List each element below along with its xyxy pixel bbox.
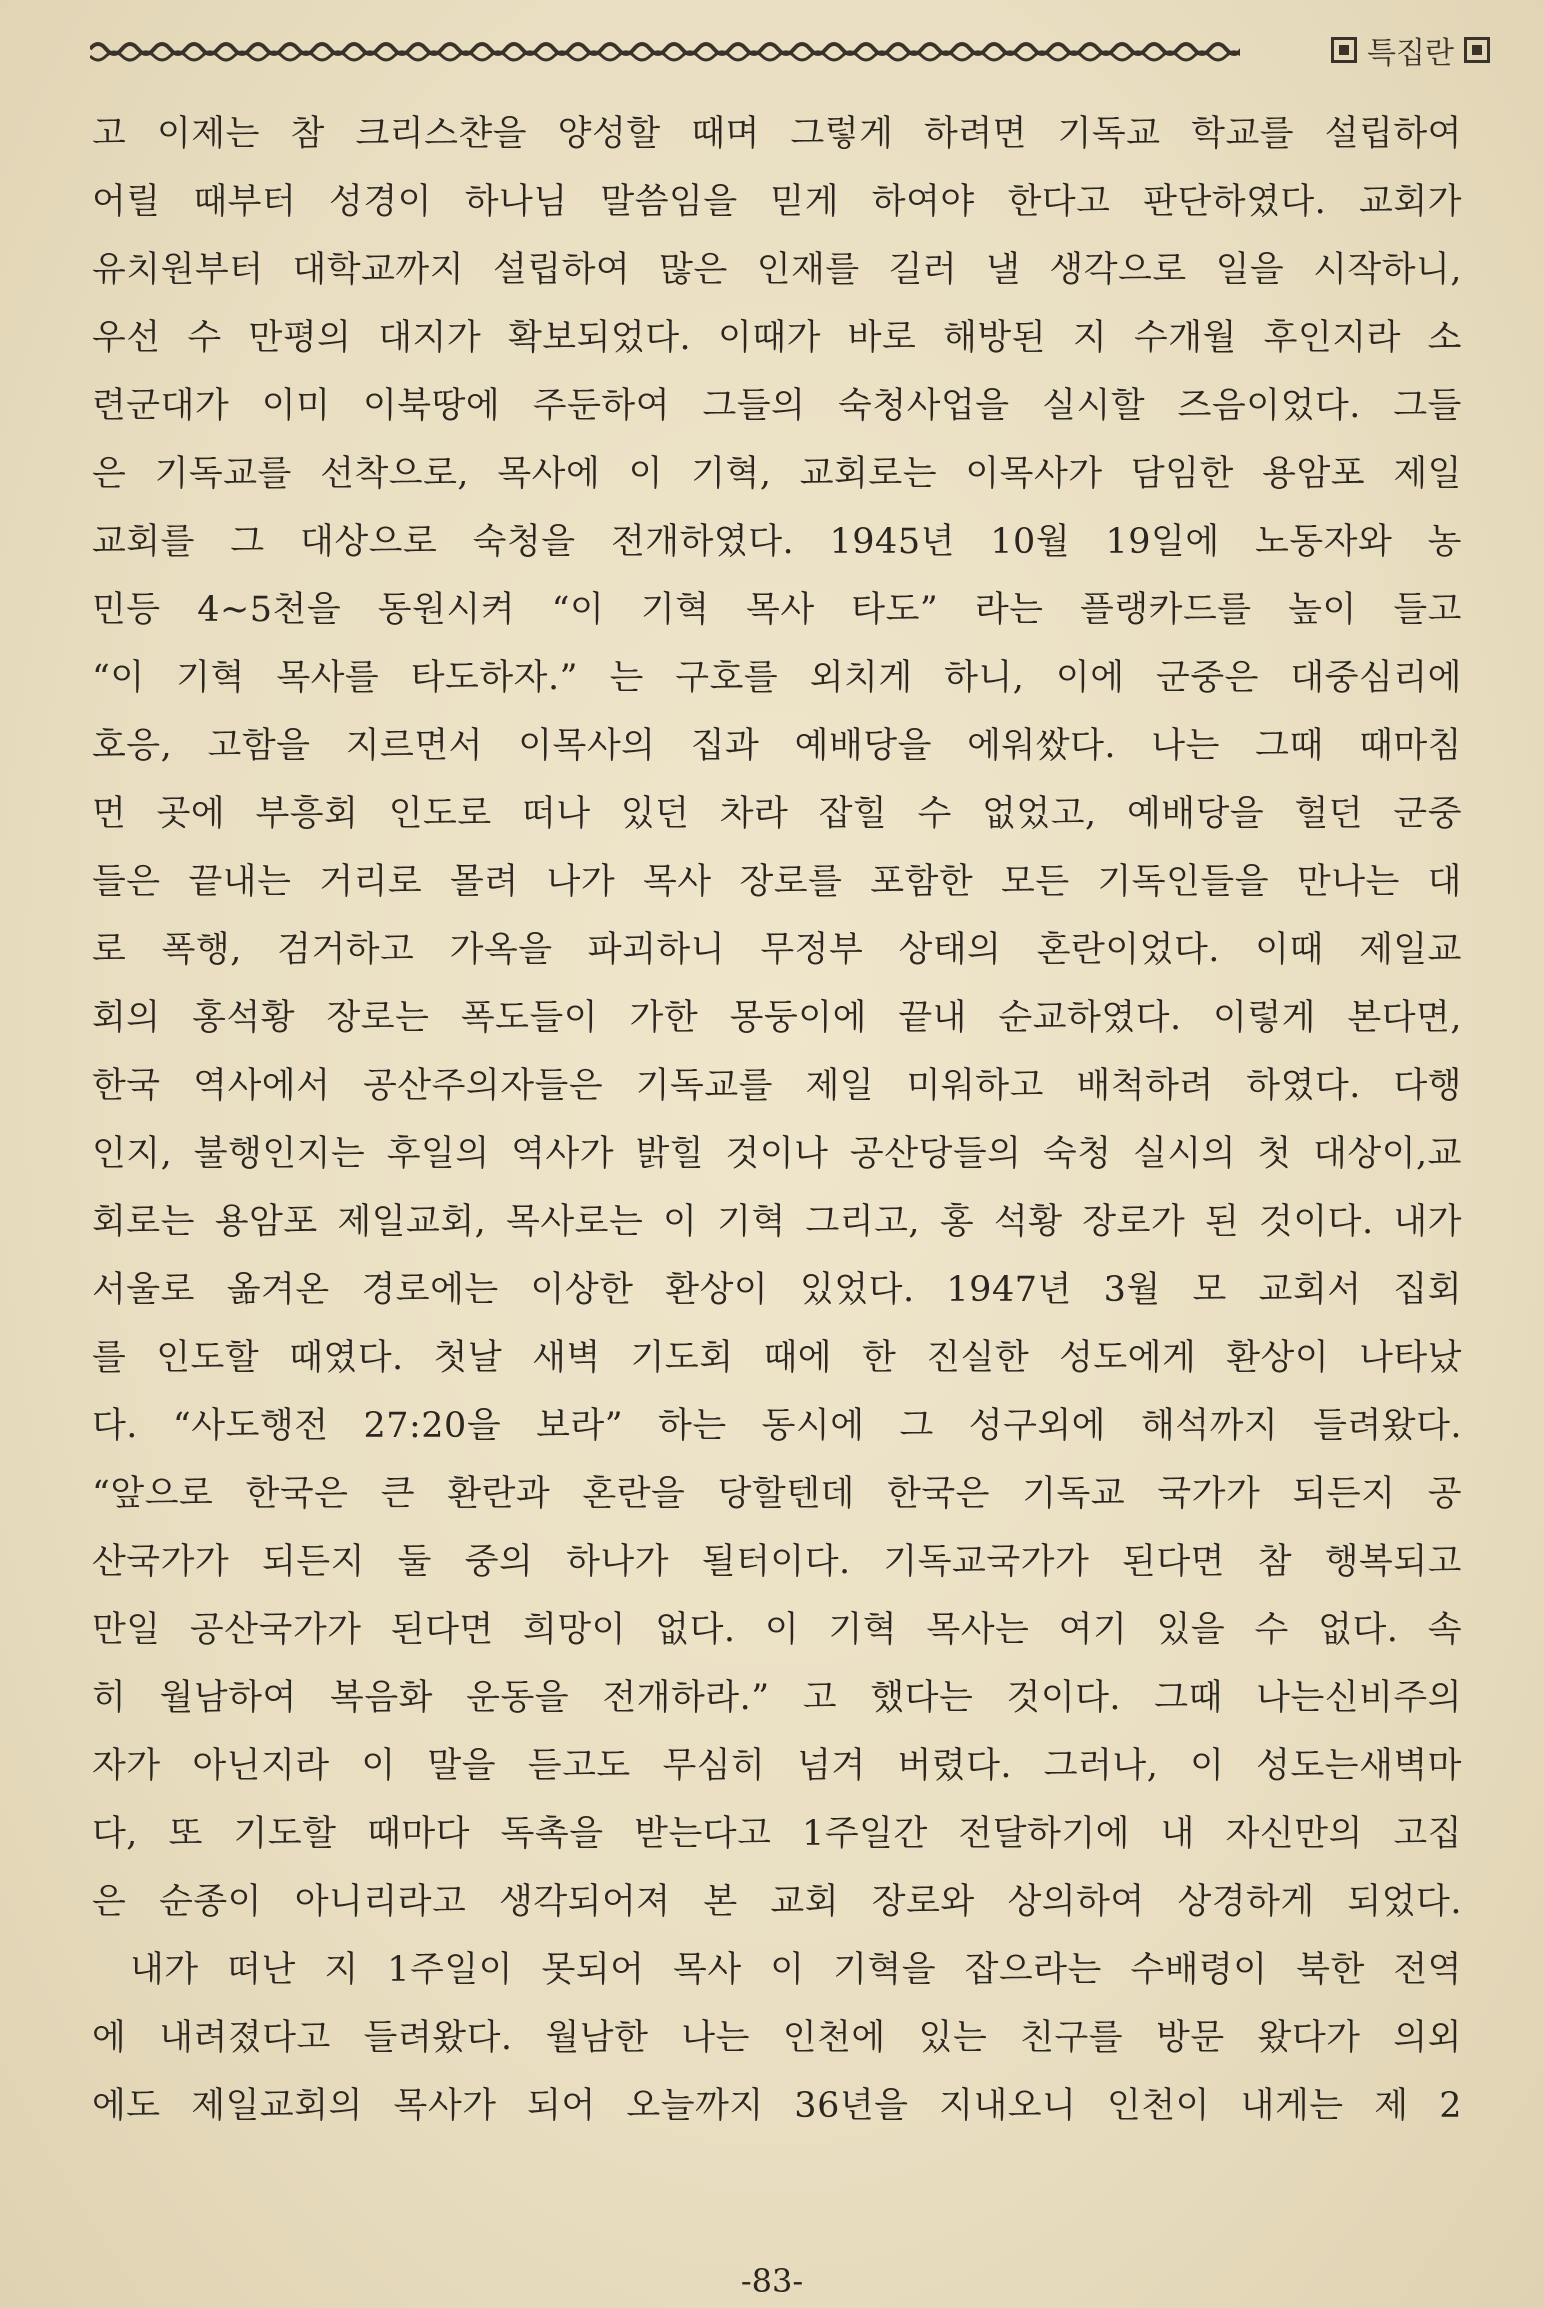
text-line: 회의 홍석황 장로는 폭도들이 가한 몽둥이에 끝내 순교하였다. 이렇게 본다면,: [92, 998, 1462, 1038]
text-line: 교회를 그 대상으로 숙청을 전개하였다. 1945년 10월 19일에 노동자와 농: [92, 522, 1462, 562]
ornamental-border: [90, 34, 1240, 64]
filled-square-icon: [1331, 37, 1357, 63]
text-line: 다, 또 기도할 때마다 독촉을 받는다고 1주일간 전달하기에 내 자신만의 고집: [92, 1814, 1462, 1854]
page-number: -83-: [740, 2262, 804, 2300]
text-line: 은 기독교를 선착으로, 목사에 이 기혁, 교회로는 이목사가 담임한 용암포 제일: [92, 454, 1462, 494]
filled-square-icon: [1464, 37, 1490, 63]
body-text: [92, 100, 1462, 2140]
text-line: 어릴 때부터 성경이 하나님 말씀임을 믿게 하여야 한다고 판단하였다. 교회가: [92, 182, 1462, 222]
text-line: 를 인도할 때였다. 첫날 새벽 기도회 때에 한 진실한 성도에게 환상이 나타났: [92, 1338, 1462, 1378]
text-line: 들은 끝내는 거리로 몰려 나가 목사 장로를 포함한 모든 기독인들을 만나는 대: [92, 862, 1462, 902]
text-line: 련군대가 이미 이북땅에 주둔하여 그들의 숙청사업을 실시할 즈음이었다. 그들: [92, 386, 1462, 426]
text-line: 다. “사도행전 27:20을 보라” 하는 동시에 그 성구외에 해석까지 들려왔다.: [92, 1406, 1462, 1446]
section-label: [1331, 28, 1490, 72]
text-line: 만일 공산국가가 된다면 희망이 없다. 이 기혁 목사는 여기 있을 수 없다. 속: [92, 1610, 1462, 1650]
section-label-text: 특집란: [1367, 36, 1454, 71]
text-line: 고 이제는 참 크리스챤을 양성할 때며 그렇게 하려면 기독교 학교를 설립하여: [92, 114, 1462, 154]
page-header: [90, 28, 1490, 72]
text-line: 우선 수 만평의 대지가 확보되었다. 이때가 바로 해방된 지 수개월 후인지라 소: [92, 318, 1462, 358]
text-line: 에도 제일교회의 목사가 되어 오늘까지 36년을 지내오니 인천이 내게는 제 2: [92, 2086, 1462, 2126]
text-line: 히 월남하여 복음화 운동을 전개하라.” 고 했다는 것이다. 그때 나는신비주의: [92, 1678, 1462, 1718]
text-line: 산국가가 되든지 둘 중의 하나가 될터이다. 기독교국가가 된다면 참 행복되고: [92, 1542, 1462, 1582]
text-line: 회로는 용암포 제일교회, 목사로는 이 기혁 그리고, 홍 석황 장로가 된 것이다. 내가: [92, 1202, 1462, 1242]
text-line: “앞으로 한국은 큰 환란과 혼란을 당할텐데 한국은 기독교 국가가 되든지 공: [92, 1474, 1462, 1514]
text-line: 자가 아닌지라 이 말을 듣고도 무심히 넘겨 버렸다. 그러나, 이 성도는새벽마: [92, 1746, 1462, 1786]
text-line: 호응, 고함을 지르면서 이목사의 집과 예배당을 에워쌌다. 나는 그때 때마침: [92, 726, 1462, 766]
text-line: 은 순종이 아니리라고 생각되어져 본 교회 장로와 상의하여 상경하게 되었다.: [92, 1882, 1462, 1922]
text-line: 한국 역사에서 공산주의자들은 기독교를 제일 미워하고 배척하려 하였다. 다행: [92, 1066, 1462, 1106]
text-line: 민등 4~5천을 동원시켜 “이 기혁 목사 타도” 라는 플랭카드를 높이 들고: [92, 590, 1462, 630]
text-line: 서울로 옮겨온 경로에는 이상한 환상이 있었다. 1947년 3월 모 교회서 집회: [92, 1270, 1462, 1310]
text-line: 로 폭행, 검거하고 가옥을 파괴하니 무정부 상태의 혼란이었다. 이때 제일교: [92, 930, 1462, 970]
text-line: 에 내려졌다고 들려왔다. 월남한 나는 인천에 있는 친구를 방문 왔다가 의외: [92, 2018, 1462, 2058]
text-line: 유치원부터 대학교까지 설립하여 많은 인재를 길러 낼 생각으로 일을 시작하니,: [92, 250, 1462, 290]
text-line: 인지, 불행인지는 후일의 역사가 밝힐 것이나 공산당들의 숙청 실시의 첫 대상이,교: [92, 1134, 1462, 1174]
text-line: “이 기혁 목사를 타도하자.” 는 구호를 외치게 하니, 이에 군중은 대중심리에: [92, 658, 1462, 698]
text-line: 내가 떠난 지 1주일이 못되어 목사 이 기혁을 잡으라는 수배령이 북한 전역: [130, 1950, 1462, 1990]
text-line: 먼 곳에 부흥회 인도로 떠나 있던 차라 잡힐 수 없었고, 예배당을 헐던 군중: [92, 794, 1462, 834]
